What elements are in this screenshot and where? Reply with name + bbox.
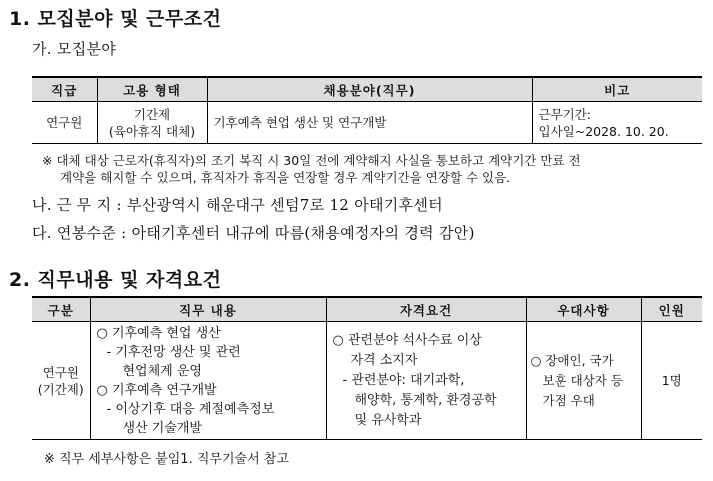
cell-duties (90, 322, 326, 440)
preference-item: ○ 장애인, 국가 (530, 352, 614, 368)
header-employment-type: 고용 형태 (97, 77, 207, 102)
duty-subitem: 현업체계 운영 (122, 363, 202, 379)
employment-type-line: 기간제 (133, 106, 171, 122)
qualification-subitem: 해양학, 통계학, 환경공학 (354, 392, 497, 408)
header-category: 구분 (32, 297, 90, 322)
duties-table (32, 296, 702, 440)
cell-rank: 연구원 (32, 102, 97, 144)
cell-headcount: 1명 (641, 322, 702, 440)
note-line: 계약을 해지할 수 있으며, 휴직자가 휴직을 연장할 경우 계약기간을 연장할 수 있음. (60, 170, 511, 185)
duty-subitem: 생산 기술개발 (122, 420, 202, 436)
header-field: 채용분야(직무) (207, 77, 532, 102)
header-headcount: 인원 (641, 297, 702, 322)
qualification-item: ○ 관련분야 석사수료 이상 (332, 332, 482, 348)
qualification-subitem: - 관련분야: 대기과학, (342, 372, 465, 388)
remark-period: 입사일~2028. 10. 20. (538, 123, 669, 139)
work-location: 나. 근 무 지 : 부산광역시 해운대구 센텀7로 12 아태기후센터 (32, 196, 443, 214)
header-qualifications: 자격요건 (326, 297, 526, 322)
duty-subitem: - 이상기후 대응 계절예측정보 (106, 401, 275, 417)
cell-qualifications (326, 322, 526, 440)
preference-item: 보훈 대상자 등 (542, 372, 623, 388)
cell-preferences (526, 322, 641, 440)
cell-category (32, 322, 90, 440)
salary-level: 다. 연봉수준 : 아태기후센터 내규에 따름(채용예정자의 경력 감안) (32, 224, 475, 242)
employment-type-detail: (육아휴직 대체) (108, 123, 196, 139)
table-header-row (32, 77, 702, 102)
duty-item: ○ 기후예측 연구개발 (96, 382, 217, 398)
category-line: (기간제) (37, 381, 84, 397)
duty-item: ○ 기후예측 현업 생산 (96, 325, 221, 341)
table-row (32, 102, 702, 144)
duty-subitem: - 기후전망 생산 및 관련 (106, 344, 241, 360)
recruitment-table (32, 76, 702, 144)
table-row (32, 322, 702, 440)
header-remark: 비고 (532, 77, 702, 102)
header-duties: 직무 내용 (90, 297, 326, 322)
qualification-item: 자격 소지자 (350, 352, 418, 368)
category-line: 연구원 (42, 364, 79, 380)
header-rank: 직급 (32, 77, 97, 102)
recruitment-field-heading: 가. 모집분야 (32, 40, 117, 58)
cell-field: 기후예측 현업 생산 및 연구개발 (207, 102, 532, 144)
remark-label: 근무기간: (538, 106, 592, 122)
table-header-row (32, 297, 702, 322)
section1-title: 1. 모집분야 및 근무조건 (9, 8, 222, 30)
job-description-note: ※ 직무 세부사항은 붙임1. 직무기술서 참고 (44, 452, 289, 467)
header-preferences: 우대사항 (526, 297, 641, 322)
cell-employment-type (97, 102, 207, 144)
section2-title: 2. 직무내용 및 자격요건 (9, 269, 222, 291)
preference-item: 가점 우대 (542, 392, 595, 408)
substitute-note (42, 152, 581, 186)
qualification-subitem: 및 유사학과 (354, 412, 422, 428)
note-line: ※ 대체 대상 근로자(휴직자)의 조기 복직 시 30일 전에 계약해지 사실을 통보하고 계약기간 만료 전 (42, 153, 581, 168)
cell-remark (532, 102, 702, 144)
